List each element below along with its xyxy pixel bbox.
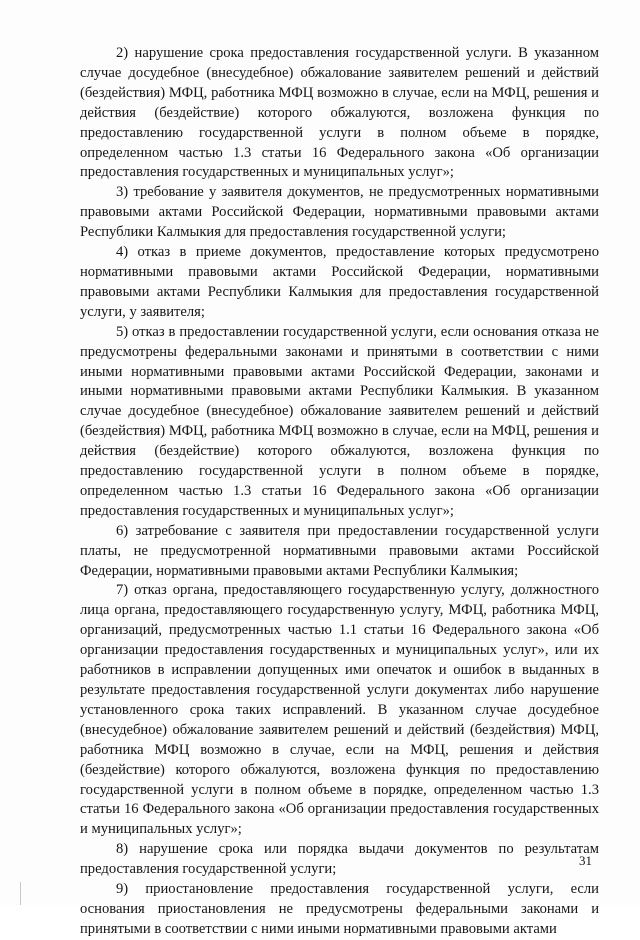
paragraph-item-2: 2) нарушение срока предоставления государственной услуги. В указанном случае досудебное (внесудебное) обжалование заявителем решений и действий (бездействия) МФЦ, работника МФЦ возможно в случае, если на МФЦ, решения и действия (бездействие) которого обжалуются, возложена функция по предоставлению государственной услуги в полном объеме в порядке, определенном частью 1.3 статьи 16 Федерального закона «Об организации предоставления государственных и муниципальных услуг»; <box>80 45 599 181</box>
paragraph-item-6: 6) затребование с заявителя при предоставлении государственной услуги платы, не предусмотренной нормативными правовыми актами Российской Федерации, нормативными правовыми актами Республики Калмыкия; <box>80 522 599 579</box>
paragraph-item-4: 4) отказ в приеме документов, предоставление которых предусмотрено нормативными правовыми актами Российской Федерации, нормативными правовыми актами Республики Калмыкия для предоставления государственной услуги, у заявителя; <box>80 244 599 320</box>
scan-edge-mark <box>20 882 21 905</box>
paragraph-item-3: 3) требование у заявителя документов, не предусмотренных нормативными правовыми актами Российской Федерации, нормативными правовыми актами Республики Калмыкия для предоставления государственной услуги; <box>80 184 599 241</box>
page-number: 31 <box>579 853 592 868</box>
document-body <box>80 44 599 940</box>
paragraph-item-8: 8) нарушение срока или порядка выдачи документов по результатам предоставления государственной услуги; <box>80 841 599 878</box>
paragraph-item-5: 5) отказ в предоставлении государственной услуги, если основания отказа не предусмотрены федеральными законами и принятыми в соответствии с ними иными нормативными правовыми актами Российской Федерации, законами и иными нормативными правовыми актами Республики Калмыкия. В указанном случае досудебное (внесудебное) обжалование заявителем решений и действий (бездействия) МФЦ, работника МФЦ возможно в случае, если на МФЦ, решения и действия (бездействие) которого обжалуются, возложена функция по предоставлению государственной услуги в полном объеме в порядке, определенном частью 1.3 статьи 16 Федерального закона «Об организации предоставления государственных и муниципальных услуг»; <box>80 323 599 519</box>
paragraph-item-9: 9) приостановление предоставления государственной услуги, если основания приостановления не предусмотрены федеральными законами и принятыми в соответствии с ними иными нормативными правовыми актами <box>80 881 599 937</box>
paragraph-item-7: 7) отказ органа, предоставляющего государственную услугу, должностного лица органа, предоставляющего государственную услугу, МФЦ, работника МФЦ, организаций, предусмотренных частью 1.1 статьи 16 Федерального закона «Об организации предоставления государственных и муниципальных услуг», или их работников в исправлении допущенных ими опечаток и ошибок в выданных в результате предоставления государственной услуги документах либо нарушение установленного срока таких исправлений. В указанном случае досудебное (внесудебное) обжалование заявителем решений и действий (бездействия) МФЦ, работника МФЦ возможно в случае, если на МФЦ, решения и действия (бездействие) которого обжалуются, возложена функция по предоставлению государственной услуги в полном объеме в порядке, определенном частью 1.3 статьи 16 Федерального закона «Об организации предоставления государственных и муниципальных услуг»; <box>80 582 599 838</box>
